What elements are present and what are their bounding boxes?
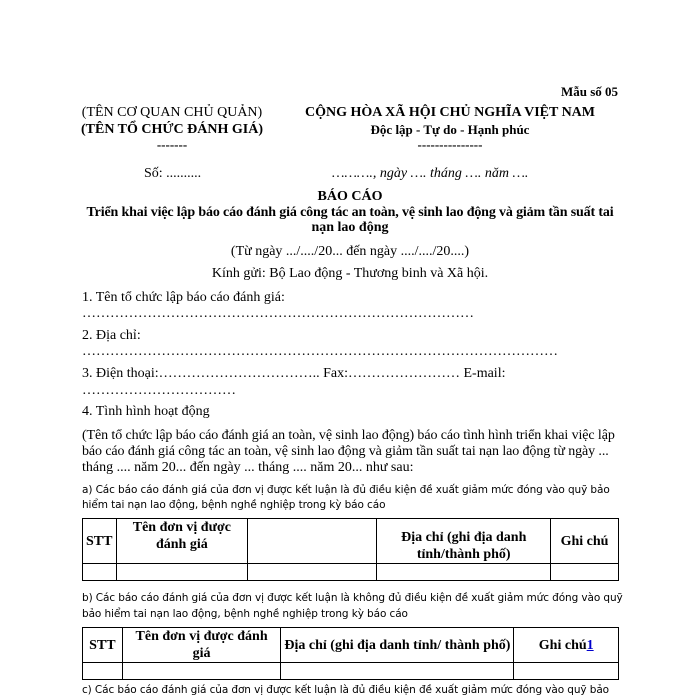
field-organization-name: 1. Tên tổ chức lập báo cáo đánh giá: (82, 290, 285, 305)
paragraph-line2: báo cáo đánh giá công tác an toàn, vệ sinh lao động và giảm tần suất tai nạn lao động từ ngày ... (82, 444, 609, 459)
field-address-blank: ………………………………………………………………………………………… (82, 344, 558, 359)
field-operations: 4. Tình hình hoạt động (82, 404, 210, 419)
header-note-label: Ghi chú (538, 637, 587, 653)
header-address: Địa chỉ (ghi địa danh tỉnh/thành phố) (377, 519, 551, 564)
form-number: Mẫu số 05 (560, 84, 618, 99)
national-title: CỘNG HÒA XÃ HỘI CHỦ NGHĨA VIỆT NAM (304, 105, 595, 120)
header-unit-name: Tên đơn vị được đánh giá (116, 519, 247, 564)
section-a-line1: a) Các báo cáo đánh giá của đơn vị được kết luận là đủ điều kiện đề xuất giảm mức đóng vào quỹ bảo (82, 484, 610, 496)
header-address: Địa chỉ (ghi địa danh tỉnh/ thành phố) (281, 628, 514, 663)
table-row (83, 564, 619, 581)
table-cell[interactable] (83, 663, 123, 680)
field-address: 2. Địa chỉ: (82, 328, 141, 343)
section-a-line2: hiểm tai nạn lao động, bệnh nghề nghiệp trong kỳ báo cáo (82, 499, 386, 511)
table-cell[interactable] (514, 663, 619, 680)
field-organization-name-blank: ………………………………………………………………………… (82, 306, 474, 321)
table-cell[interactable] (281, 663, 514, 680)
header-unit-name: Tên đơn vị được đánh giá (122, 628, 281, 663)
footnote-link[interactable]: 1 (586, 637, 594, 653)
section-b-line1: b) Các báo cáo đánh giá của đơn vị được kết luận là không đủ điều kiện đề xuất giảm mức đóng vào quỹ (82, 592, 623, 604)
table-cell[interactable] (122, 663, 281, 680)
recipient-line: Kính gửi: Bộ Lao động - Thương binh và Xã hội. (211, 266, 489, 281)
parent-agency-label: (TÊN CƠ QUAN CHỦ QUẢN) (81, 105, 263, 120)
header-stt: STT (83, 519, 117, 564)
table-cell[interactable] (377, 564, 551, 581)
left-header-rule: ------- (156, 137, 188, 152)
place-date: ………., ngày …. tháng …. năm …. (332, 166, 529, 181)
organization-label: (TÊN TỔ CHỨC ĐÁNH GIÁ) (80, 122, 263, 137)
report-subtitle-line2: nạn lao động (311, 220, 389, 235)
national-motto: Độc lập - Tự do - Hạnh phúc (370, 122, 530, 137)
table-cell[interactable] (551, 564, 619, 581)
header-empty (247, 519, 377, 564)
section-c-line1: c) Các báo cáo đánh giá của đơn vị được kết luận là đủ điều kiện đề xuất giảm mức đóng vào quỹ bảo (82, 684, 609, 696)
field-contact: 3. Điện thoại:…………………………….. Fax:…………………… E-mail: (82, 366, 506, 381)
header-note: Ghi chú (551, 519, 619, 564)
report-subtitle-line1: Triển khai việc lập báo cáo đánh giá công tác an toàn, vệ sinh lao động và giảm tần suất tai (86, 205, 614, 220)
table-header-row (83, 519, 619, 564)
paragraph-line3: tháng .... năm 20... đến ngày ... tháng .... năm 20... như sau: (82, 460, 414, 475)
document-number: Số: .......... (144, 166, 202, 181)
header-stt: STT (83, 628, 123, 663)
table-header-row (83, 628, 619, 663)
right-header-rule: --------------- (417, 137, 483, 152)
table-cell[interactable] (116, 564, 247, 581)
report-period: (Từ ngày .../..../20... đến ngày ..../..../20....) (230, 244, 470, 259)
table-unqualified-units (82, 627, 619, 680)
table-row (83, 663, 619, 680)
field-contact-blank: …………………………… (82, 383, 236, 398)
table-cell[interactable] (247, 564, 377, 581)
table-cell[interactable] (83, 564, 117, 581)
section-b-line2: bảo hiểm tai nạn lao động, bệnh nghề nghiệp trong kỳ báo cáo (82, 608, 408, 620)
header-note (514, 628, 619, 663)
paragraph-line1: (Tên tổ chức lập báo cáo đánh giá an toàn, vệ sinh lao động) báo cáo tình hình triển khai việc lập (82, 428, 615, 443)
report-title: BÁO CÁO (317, 189, 383, 204)
table-qualified-units (82, 518, 619, 581)
